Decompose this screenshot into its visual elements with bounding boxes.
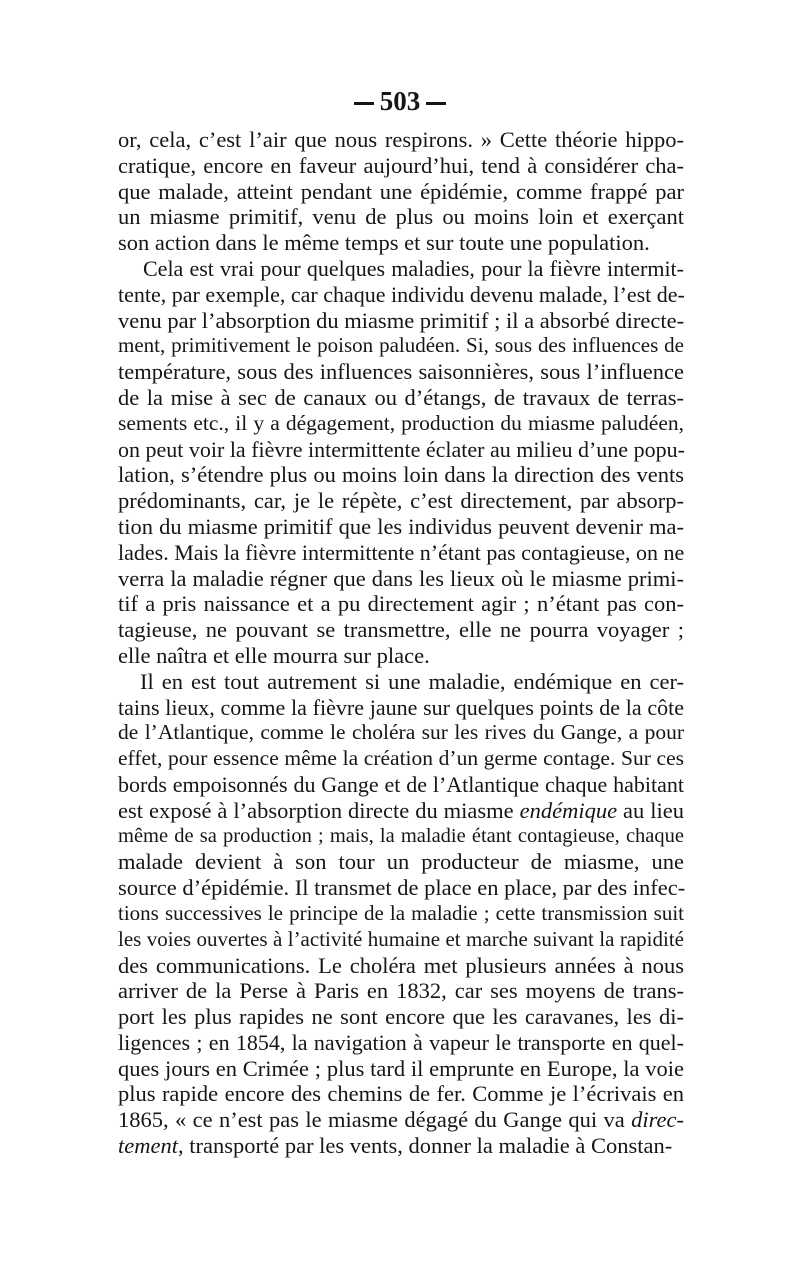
italic-word: tement — [118, 1133, 178, 1159]
text-line: venu par l’absorption du miasme primitif ; il a absorbé directe- — [118, 307, 685, 333]
text-line: tif a pris naissance et a pu directement agir ; n’étant pas con- — [118, 591, 684, 617]
text-line: verra la maladie régner que dans les lieux où le miasme primi- — [118, 565, 684, 591]
body-text — [118, 127, 684, 1159]
dash-right — [426, 102, 446, 105]
text-line: on peut voir la fièvre intermittente éclater au milieu d’une popu- — [118, 436, 685, 462]
text-line: malade devient à son tour un producteur de miasme, une — [118, 849, 684, 875]
text-line: un miasme primitif, venu de plus ou moins loin et exerçant — [118, 204, 684, 230]
text-line: elle naîtra et elle mourra sur place. — [118, 642, 430, 668]
text-line-mixed: tement, transporté par les vents, donner la maladie à Constan- — [118, 1133, 673, 1159]
text-line-mixed: 1865, « ce n’est pas le miasme dégagé du Gange qui va direc- — [118, 1107, 684, 1133]
text-line: son action dans le même temps et sur toute une population. — [118, 230, 650, 256]
text-line: prédominants, car, je le répète, c’est directement, par absorp- — [118, 488, 684, 514]
text-line: les voies ouvertes à l’activité humaine et marche suivant la rapidité — [118, 926, 684, 951]
text-line: Cela est vrai pour quelques maladies, pour la fièvre intermit- — [143, 255, 684, 281]
text-line: sements etc., il y a dégagement, production du miasme paludéen, — [118, 410, 684, 435]
text-line: ques jours en Crimée ; plus tard il emprunte en Europe, la voie — [118, 1055, 684, 1081]
text-line: tente, par exemple, car chaque individu devenu malade, l’est de- — [118, 281, 685, 307]
text-line: source d’épidémie. Il transmet de place en place, par des infec- — [118, 875, 686, 901]
text-line: tions successives le principe de la maladie ; cette transmission suit — [118, 900, 684, 925]
text-line: arriver de la Perse à Paris en 1832, car ses moyens de trans- — [118, 978, 684, 1004]
text-line: température, sous des influences saisonnières, sous l’influence — [118, 359, 684, 385]
text-line: tagieuse, ne pouvant se transmettre, elle ne pourra voyager ; — [118, 617, 684, 643]
text-line: même de sa production ; mais, la maladie étant contagieuse, chaque — [118, 824, 684, 847]
text-line: de l’Atlantique, comme le choléra sur les rives du Gange, a pour — [118, 720, 684, 745]
text-line: cratique, encore en faveur aujourd’hui, tend à considérer cha- — [118, 152, 684, 178]
text-line: plus rapide encore des chemins de fer. Comme je l’écrivais en — [118, 1081, 684, 1107]
text-line: port les plus rapides ne sont encore que les caravanes, les di- — [118, 1004, 684, 1030]
text-line: que malade, atteint pendant une épidémie, comme frappé par — [118, 178, 684, 204]
text-line: lation, s’étendre plus ou moins loin dans la direction des vents — [118, 462, 684, 488]
text-line-mixed: est exposé à l’absorption directe du miasme endémique au lieu — [118, 797, 684, 823]
dash-left — [354, 102, 374, 105]
italic-word: direc- — [631, 1107, 684, 1133]
text-line: tains lieux, comme la fièvre jaune sur quelques points de la côte — [118, 694, 684, 720]
text-line: des communications. Le choléra met plusieurs années à nous — [118, 952, 684, 978]
text-line: de la mise à sec de canaux ou d’étangs, de travaux de terras- — [118, 384, 684, 410]
text-line: or, cela, c’est l’air que nous respirons. » Cette théorie hippo- — [118, 127, 684, 152]
page-number: 503 — [0, 86, 800, 116]
text-line: tion du miasme primitif que les individus peuvent devenir ma- — [118, 513, 684, 539]
text-line: Il en est tout autrement si une maladie, endémique en cer- — [140, 668, 684, 694]
text-line: effet, pour essence même la création d’un germe contage. Sur ces — [118, 746, 684, 771]
text-line: bords empoisonnés du Gange et de l’Atlantique chaque habitant — [118, 771, 684, 797]
text-line: ligences ; en 1854, la navigation à vapeur le transporte en quel- — [118, 1029, 684, 1055]
text-line: lades. Mais la fièvre intermittente n’étant pas contagieuse, on ne — [118, 539, 685, 565]
text-line: ment, primitivement le poison paludéen. Si, sous des influences de — [118, 333, 684, 358]
italic-word: endémique — [519, 797, 618, 823]
